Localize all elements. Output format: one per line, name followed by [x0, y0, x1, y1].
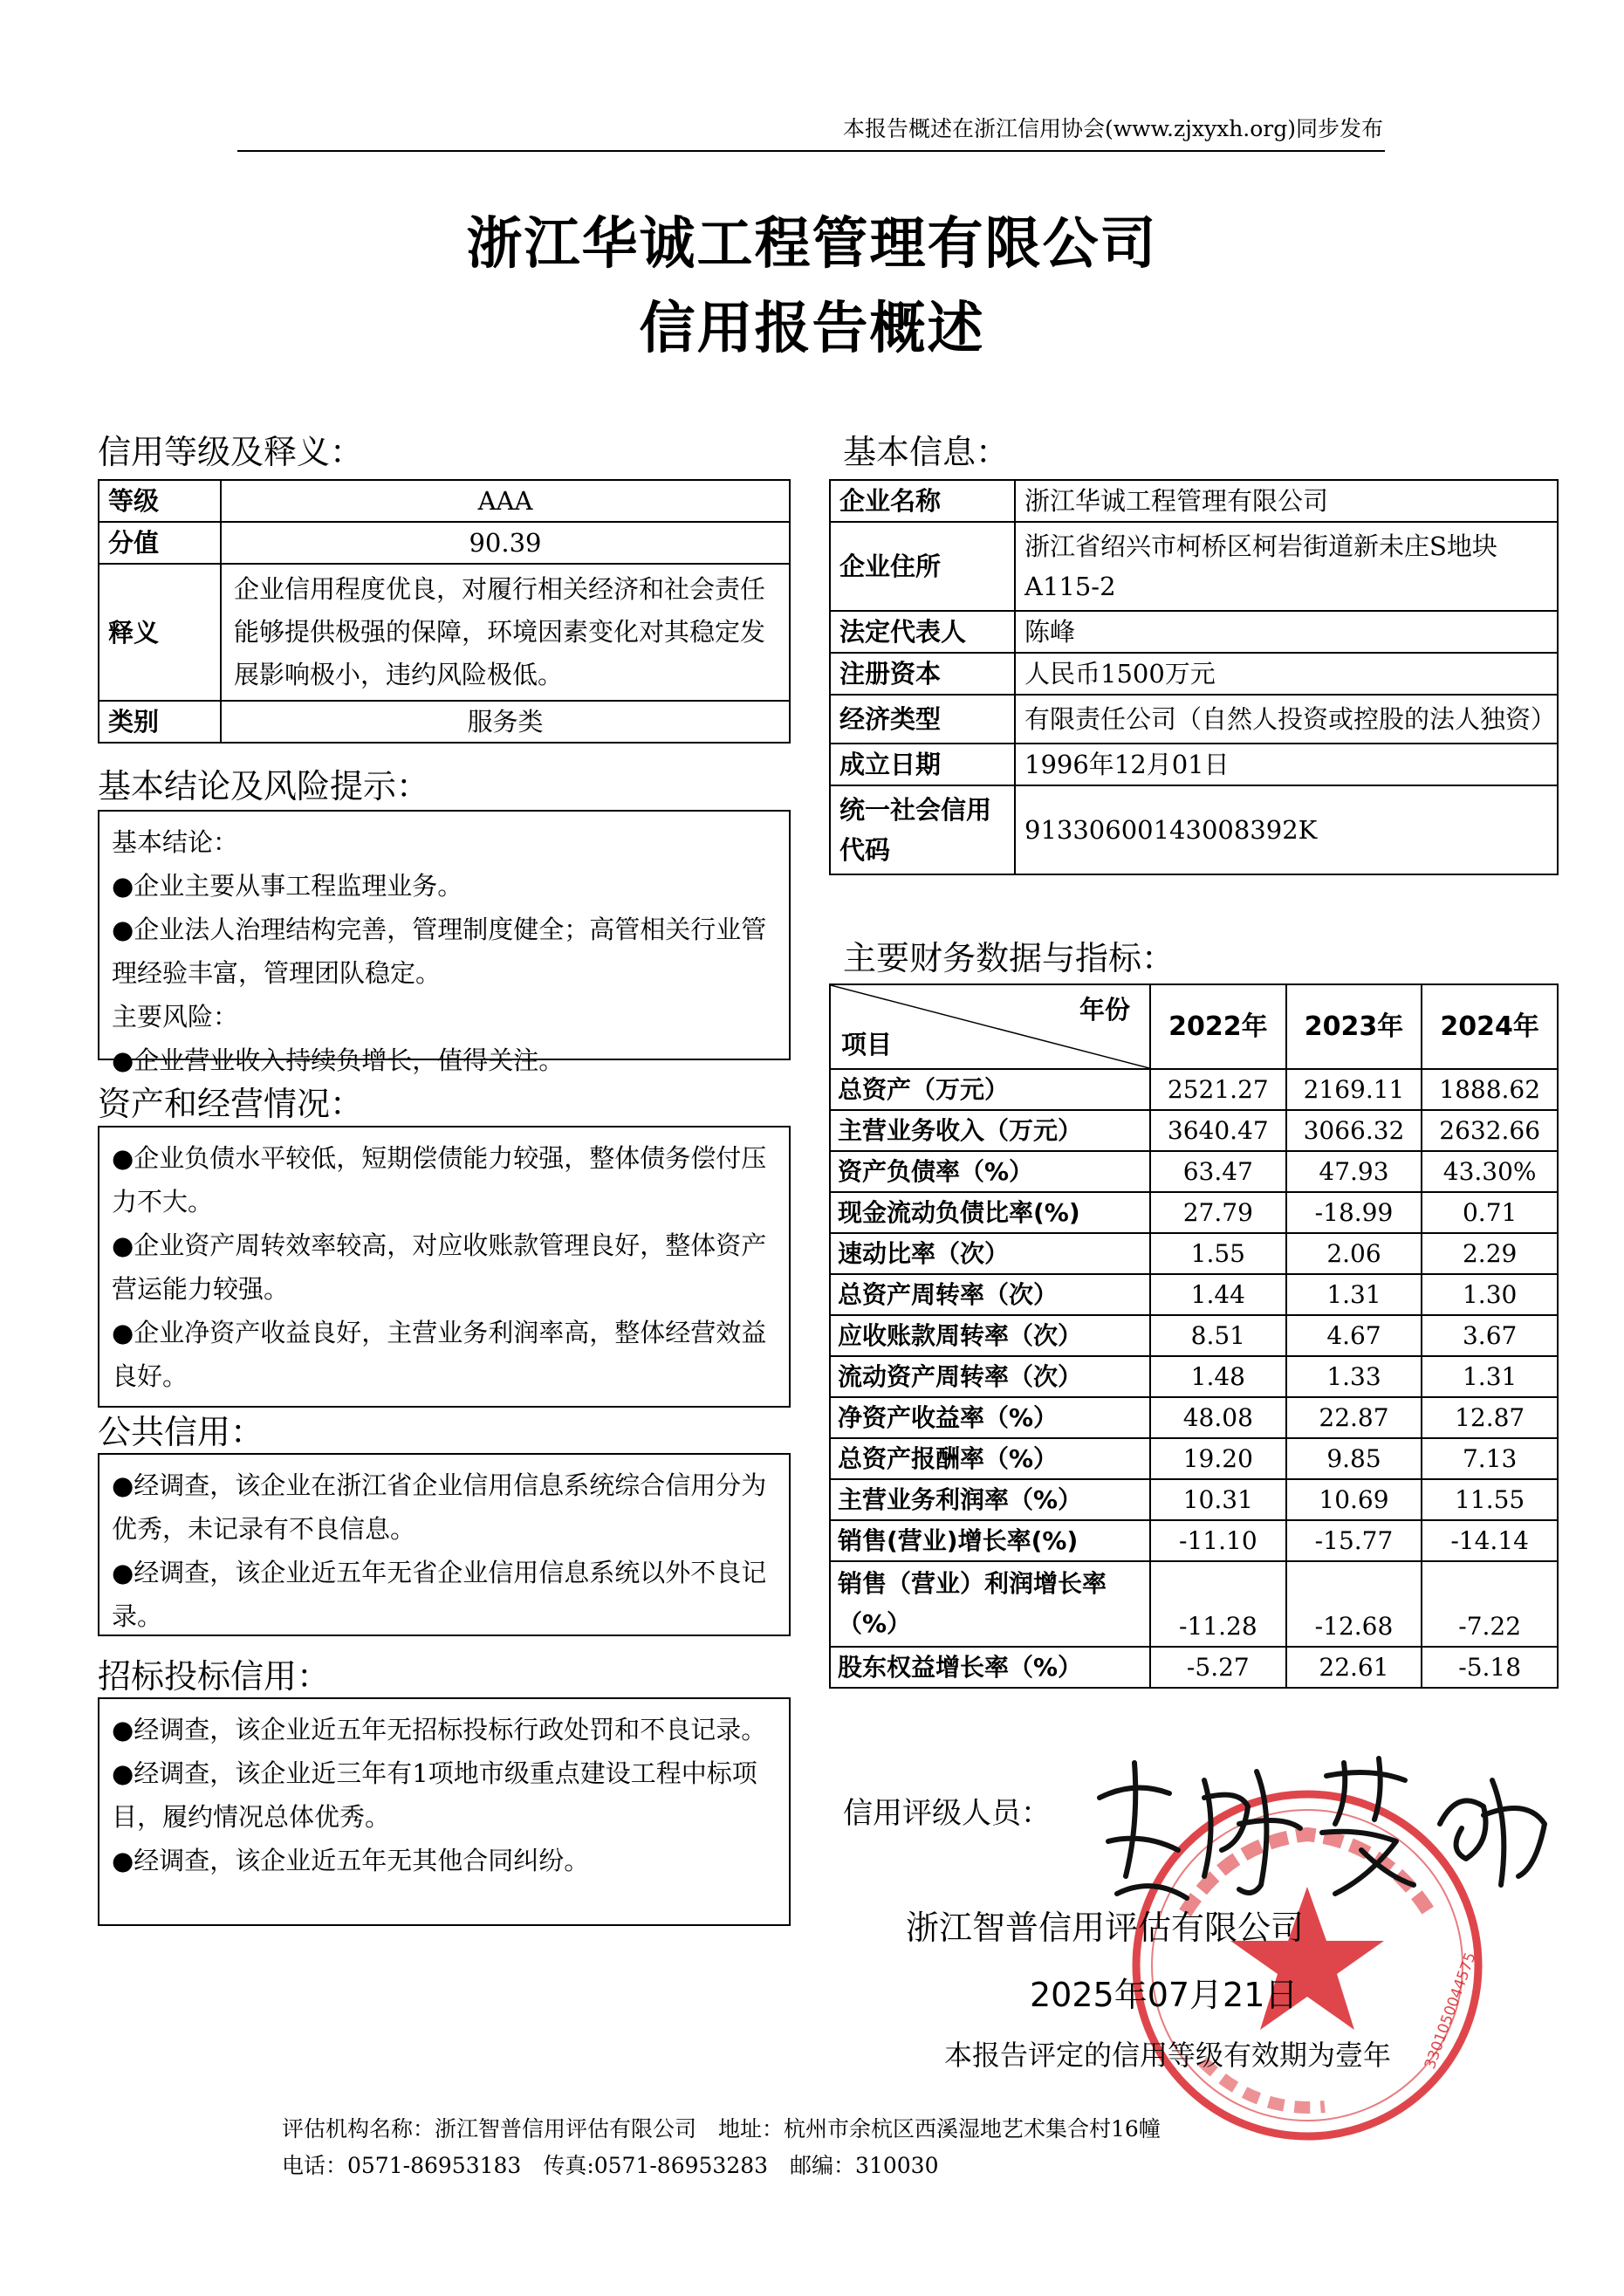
- financial-row: [830, 1151, 1558, 1192]
- info-value: 1996年12月01日: [1015, 744, 1558, 785]
- agency-name: 浙江智普信用评估有限公司: [906, 1909, 1305, 1947]
- financial-item: 资产负债率（%）: [830, 1151, 1150, 1192]
- financial-row: [830, 1069, 1558, 1110]
- publication-note: 本报告概述在浙江信用协会(www.zjxyxh.org)同步发布: [843, 116, 1383, 141]
- conclusion-subheading: 基本结论：: [112, 827, 239, 857]
- info-label: 成立日期: [830, 744, 1015, 785]
- financial-row: [830, 1647, 1558, 1688]
- conclusion-item: ●企业法人治理结构完善，管理制度健全；高管相关行业管理经验丰富，管理团队稳定。: [112, 915, 767, 988]
- financial-value: 10.31: [1150, 1479, 1286, 1520]
- bidding-heading: 招标投标信用：: [98, 1657, 331, 1696]
- financial-row: [830, 1315, 1558, 1356]
- info-row: [830, 785, 1558, 874]
- financial-value: 3066.32: [1286, 1110, 1422, 1151]
- financial-row: [830, 1561, 1558, 1647]
- financial-value: 3.67: [1422, 1315, 1558, 1356]
- operations-box: [98, 1126, 791, 1408]
- bidding-item: ●经调查，该企业近五年无招标投标行政处罚和不良记录。: [112, 1715, 767, 1744]
- info-row: [830, 744, 1558, 785]
- rating-label: 类别: [99, 701, 221, 743]
- bidding-box: [98, 1697, 791, 1926]
- financial-value: 43.30%: [1422, 1151, 1558, 1192]
- financial-value: 22.87: [1286, 1397, 1422, 1438]
- info-label: 企业住所: [830, 522, 1015, 611]
- financial-value: 7.13: [1422, 1438, 1558, 1479]
- financial-item: 主营业务收入（万元）: [830, 1110, 1150, 1151]
- financial-row: [830, 1397, 1558, 1438]
- financial-item: 销售（营业）利润增长率（%）: [830, 1561, 1150, 1647]
- financial-item: 现金流动负债比率(%): [830, 1192, 1150, 1233]
- financial-value: 63.47: [1150, 1151, 1286, 1192]
- footer-address: 评估机构名称：浙江智普信用评估有限公司 地址：杭州市余杭区西溪湿地艺术集合村16幢: [282, 2116, 1161, 2142]
- rating-label: 分值: [99, 522, 221, 564]
- year-header: 2022年: [1150, 984, 1286, 1069]
- validity-note: 本报告评定的信用等级有效期为壹年: [944, 2039, 1392, 2072]
- operations-item: ●企业净资产收益良好，主营业务利润率高，整体经营效益良好。: [112, 1318, 767, 1391]
- bidding-item: ●经调查，该企业近五年无其他合同纠纷。: [112, 1846, 590, 1875]
- info-row: [830, 611, 1558, 653]
- financial-value: -15.77: [1286, 1520, 1422, 1561]
- financial-item: 速动比率（次）: [830, 1233, 1150, 1274]
- info-label: 企业名称: [830, 480, 1015, 522]
- report-title: 信用报告概述: [639, 297, 985, 361]
- financial-value: 1.31: [1422, 1356, 1558, 1397]
- financial-value: -7.22: [1422, 1561, 1558, 1647]
- financial-item: 总资产报酬率（%）: [830, 1438, 1150, 1479]
- financial-value: 1.31: [1286, 1274, 1422, 1315]
- rating-category: 服务类: [221, 701, 790, 743]
- corner-cell: [830, 984, 1150, 1069]
- info-value: 陈峰: [1015, 611, 1558, 653]
- financial-row: [830, 1274, 1558, 1315]
- public-credit-item: ●经调查，该企业在浙江省企业信用信息系统综合信用分为优秀，未记录有不良信息。: [112, 1470, 767, 1544]
- financial-row: [830, 1479, 1558, 1520]
- handwritten-signature-icon: [1073, 1745, 1562, 1920]
- financial-row: [830, 1356, 1558, 1397]
- financial-value: 8.51: [1150, 1315, 1286, 1356]
- operations-heading: 资产和经营情况：: [98, 1085, 364, 1123]
- financial-value: 1.48: [1150, 1356, 1286, 1397]
- financials-heading: 主要财务数据与指标：: [843, 939, 1175, 977]
- bidding-item: ●经调查，该企业近三年有1项地市级重点建设工程中标项目，履约情况总体优秀。: [112, 1758, 757, 1832]
- financial-value: 12.87: [1422, 1397, 1558, 1438]
- financial-row: [830, 1233, 1558, 1274]
- public-credit-heading: 公共信用：: [98, 1413, 264, 1451]
- info-value: 浙江华诚工程管理有限公司: [1015, 480, 1558, 522]
- financial-value: 1.30: [1422, 1274, 1558, 1315]
- info-label: 注册资本: [830, 653, 1015, 695]
- financial-value: -11.28: [1150, 1561, 1286, 1647]
- rating-row: [99, 564, 790, 701]
- stamp-number: 3301050044575: [1421, 1950, 1480, 2072]
- rating-row: [99, 522, 790, 564]
- financial-value: 1.44: [1150, 1274, 1286, 1315]
- financial-value: -18.99: [1286, 1192, 1422, 1233]
- financial-value: 1.55: [1150, 1233, 1286, 1274]
- financial-value: 0.71: [1422, 1192, 1558, 1233]
- financial-value: -14.14: [1422, 1520, 1558, 1561]
- financials-header-row: [830, 984, 1558, 1069]
- info-label: 法定代表人: [830, 611, 1015, 653]
- financial-value: -5.18: [1422, 1647, 1558, 1688]
- info-label: 统一社会信用代码: [830, 785, 1015, 874]
- operations-item: ●企业资产周转效率较高，对应收账款管理良好，整体资产营运能力较强。: [112, 1230, 767, 1304]
- conclusion-box: [98, 810, 791, 1075]
- year-header: 2023年: [1286, 984, 1422, 1069]
- info-row: [830, 480, 1558, 522]
- rating-row: [99, 701, 790, 743]
- financial-item: 销售(营业)增长率(%): [830, 1520, 1150, 1561]
- year-header: 2024年: [1422, 984, 1558, 1069]
- info-row: [830, 695, 1558, 744]
- financial-value: 2.06: [1286, 1233, 1422, 1274]
- financial-value: 2521.27: [1150, 1069, 1286, 1110]
- financial-value: 22.61: [1286, 1647, 1422, 1688]
- financial-value: 3640.47: [1150, 1110, 1286, 1151]
- financial-row: [830, 1110, 1558, 1151]
- financial-row: [830, 1520, 1558, 1561]
- basic-info-heading: 基本信息：: [843, 433, 1010, 471]
- public-credit-box: [98, 1453, 791, 1636]
- rating-heading: 信用等级及释义：: [98, 433, 364, 471]
- rating-label: 释义: [99, 564, 221, 701]
- corner-year-label: 年份: [1079, 995, 1130, 1025]
- conclusion-heading: 基本结论及风险提示：: [98, 767, 430, 805]
- financial-value: -5.27: [1150, 1647, 1286, 1688]
- financial-value: 1.33: [1286, 1356, 1422, 1397]
- footer-contact: 电话：0571-86953183 传真:0571-86953283 邮编：310030: [282, 2153, 939, 2178]
- rating-grade: AAA: [221, 480, 790, 522]
- financial-value: 19.20: [1150, 1438, 1286, 1479]
- financial-item: 流动资产周转率（次）: [830, 1356, 1150, 1397]
- rating-label: 等级: [99, 480, 221, 522]
- rating-definition: 企业信用程度优良，对履行相关经济和社会责任能够提供极强的保障，环境因素变化对其稳定发展影响极小，违约风险极低。: [221, 564, 790, 701]
- rater-label: 信用评级人员：: [843, 1796, 1051, 1831]
- info-label: 经济类型: [830, 695, 1015, 744]
- financial-item: 应收账款周转率（次）: [830, 1315, 1150, 1356]
- info-row: [830, 522, 1558, 611]
- public-credit-item: ●经调查，该企业近五年无省企业信用信息系统以外不良记录。: [112, 1558, 767, 1631]
- financial-value: 4.67: [1286, 1315, 1422, 1356]
- info-value: 有限责任公司（自然人投资或控股的法人独资）: [1015, 695, 1558, 744]
- risk-subheading: 主要风险：: [112, 1002, 239, 1031]
- financial-value: 48.08: [1150, 1397, 1286, 1438]
- financial-value: 9.85: [1286, 1438, 1422, 1479]
- info-value: 91330600143008392K: [1015, 785, 1558, 874]
- info-value: 浙江省绍兴市柯桥区柯岩街道新未庄S地块A115-2: [1015, 522, 1558, 611]
- financial-value: 10.69: [1286, 1479, 1422, 1520]
- basic-info-table: [829, 479, 1559, 875]
- financial-item: 股东权益增长率（%）: [830, 1647, 1150, 1688]
- financials-table: [829, 984, 1559, 1689]
- report-date: 2025年07月21日: [1030, 1976, 1299, 2014]
- operations-item: ●企业负债水平较低，短期偿债能力较强，整体债务偿付压力不大。: [112, 1143, 767, 1217]
- financial-value: 47.93: [1286, 1151, 1422, 1192]
- financial-value: 27.79: [1150, 1192, 1286, 1233]
- info-row: [830, 653, 1558, 695]
- financial-value: 1888.62: [1422, 1069, 1558, 1110]
- corner-item-label: 项目: [841, 1030, 893, 1059]
- financial-value: -11.10: [1150, 1520, 1286, 1561]
- financial-value: -12.68: [1286, 1561, 1422, 1647]
- financial-value: 2632.66: [1422, 1110, 1558, 1151]
- conclusion-item: ●企业主要从事工程监理业务。: [112, 871, 463, 901]
- rating-row: [99, 480, 790, 522]
- financial-row: [830, 1438, 1558, 1479]
- financial-item: 净资产收益率（%）: [830, 1397, 1150, 1438]
- financial-item: 总资产周转率（次）: [830, 1274, 1150, 1315]
- financial-item: 主营业务利润率（%）: [830, 1479, 1150, 1520]
- financial-value: 2.29: [1422, 1233, 1558, 1274]
- rating-table: [98, 479, 791, 744]
- financial-value: 11.55: [1422, 1479, 1558, 1520]
- info-value: 人民币1500万元: [1015, 653, 1558, 695]
- rating-score: 90.39: [221, 522, 790, 564]
- financial-item: 总资产（万元）: [830, 1069, 1150, 1110]
- header-rule: [237, 150, 1385, 152]
- company-title: 浙江华诚工程管理有限公司: [466, 212, 1158, 277]
- financial-row: [830, 1192, 1558, 1233]
- financial-value: 2169.11: [1286, 1069, 1422, 1110]
- risk-item: ●企业营业收入持续负增长，值得关注。: [112, 1045, 565, 1075]
